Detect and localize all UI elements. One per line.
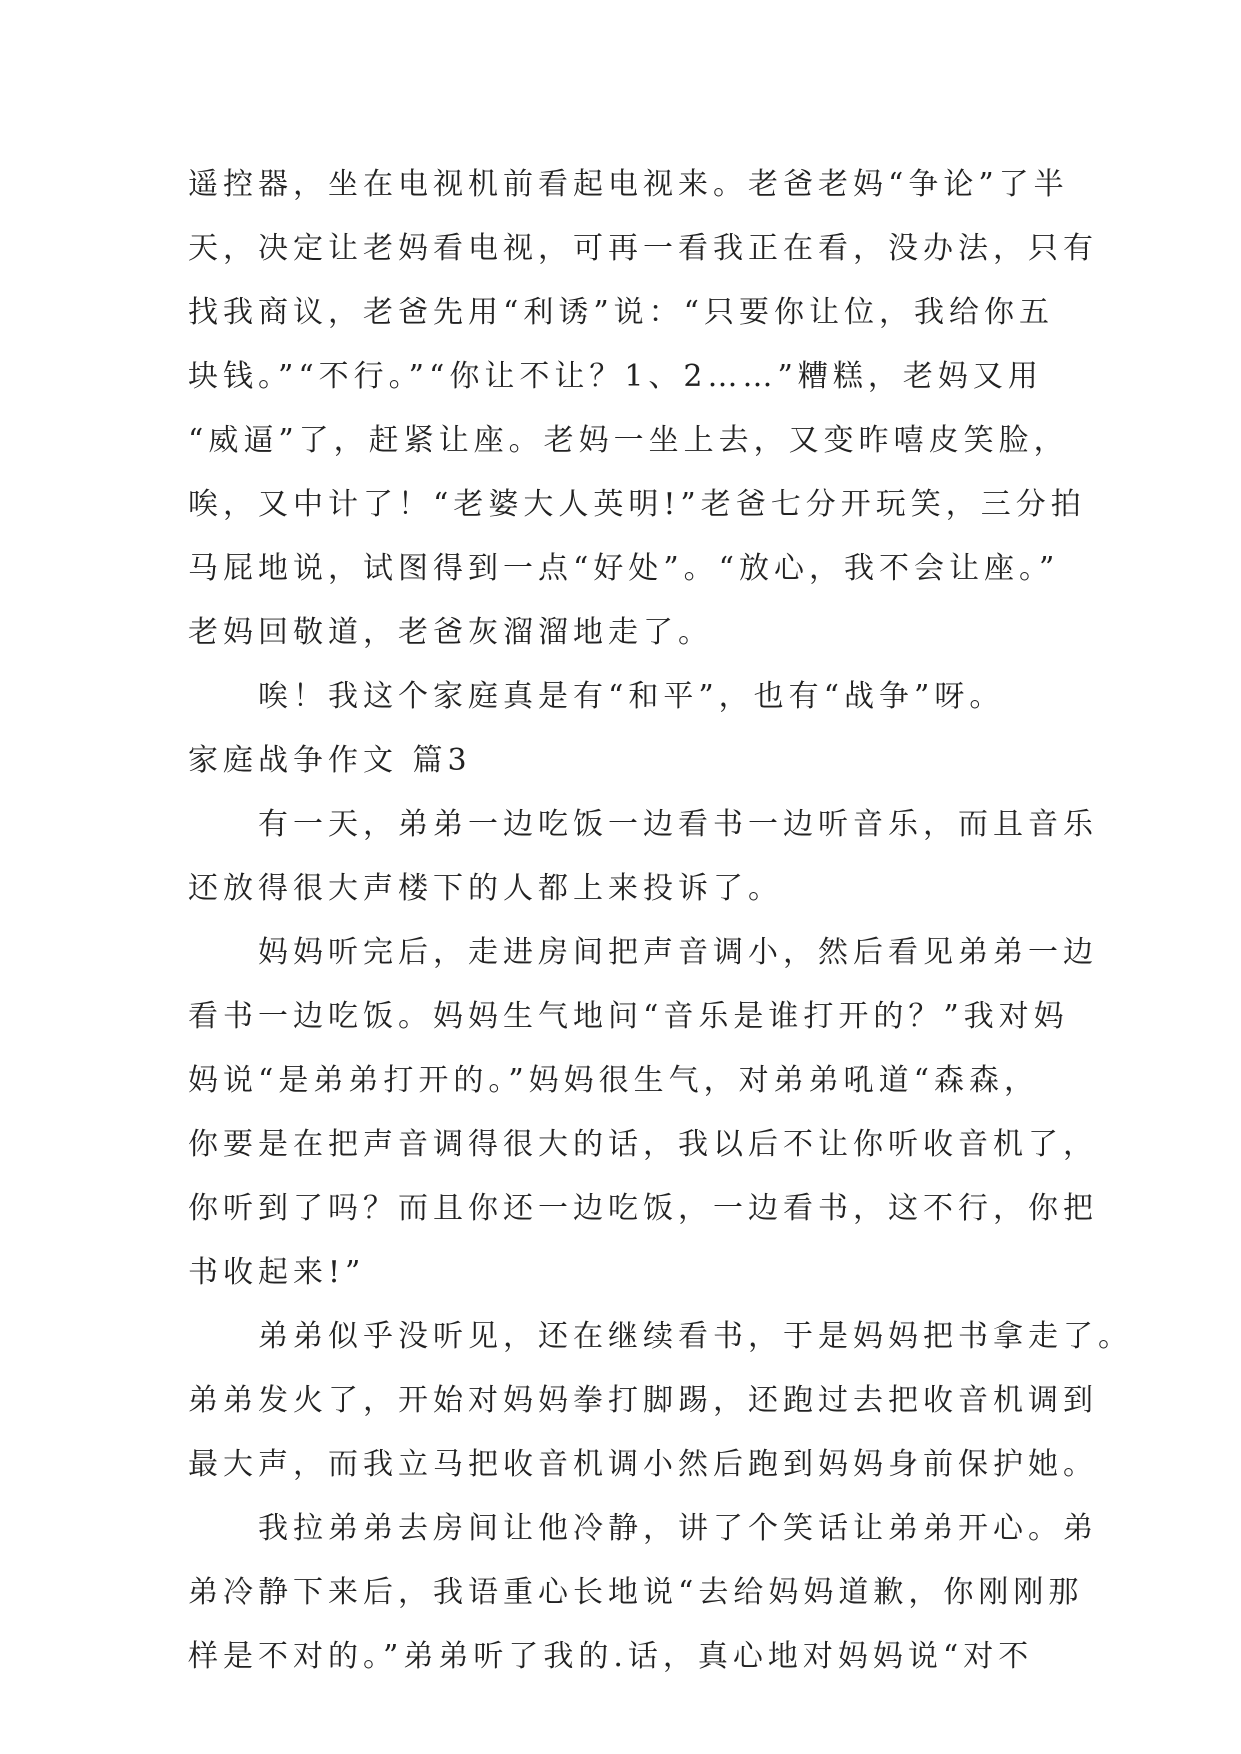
- text-line: 样是不对的。”弟弟听了我的.话，真心地对妈妈说“对不: [188, 1639, 1034, 1674]
- text-line: 看书一边吃饭。妈妈生气地问“音乐是谁打开的？”我对妈: [188, 999, 1069, 1034]
- paragraph: [188, 793, 1098, 921]
- text-line: 弟弟似乎没听见，还在继续看书，于是妈妈把书拿走了。: [258, 1319, 1133, 1354]
- section-heading: 家庭战争作文 篇3: [188, 743, 472, 778]
- text-line: 弟弟发火了，开始对妈妈拳打脚踢，还跑过去把收音机调到: [188, 1383, 1098, 1418]
- text-line: 妈妈听完后，走进房间把声音调小，然后看见弟弟一边: [258, 935, 1098, 970]
- text-line: 马屁地说，试图得到一点“好处”。“放心，我不会让座。”: [188, 551, 1060, 586]
- text-line: “威逼”了，赶紧让座。老妈一坐上去，又变昨嘻皮笑脸，: [188, 423, 1069, 458]
- text-line: 你听到了吗？而且你还一边吃饭，一边看书，这不行，你把: [188, 1191, 1098, 1226]
- paragraph: [188, 1497, 1098, 1689]
- text-line: 遥控器，坐在电视机前看起电视来。老爸老妈“争论”了半: [188, 167, 1069, 202]
- text-line: 唉，又中计了！“老婆大人英明!”老爸七分开玩笑，三分拍: [188, 487, 1086, 522]
- text-line: 最大声，而我立马把收音机调小然后跑到妈妈身前保护她。: [188, 1447, 1098, 1482]
- text-line: 我拉弟弟去房间让他冷静，讲了个笑话让弟弟开心。弟: [258, 1511, 1098, 1546]
- paragraph: [188, 1305, 1133, 1497]
- text-line: 还放得很大声楼下的人都上来投诉了。: [188, 871, 783, 906]
- text-line: 块钱。”“不行。”“你让不让？1、2……”糟糕，老妈又用: [188, 359, 1043, 394]
- text-line: 找我商议，老爸先用“利诱”说：“只要你让位，我给你五: [188, 295, 1055, 330]
- text-line: 书收起来!”: [188, 1255, 366, 1290]
- text-line: 妈说“是弟弟打开的。”妈妈很生气，对弟弟吼道“森森，: [188, 1063, 1040, 1098]
- text-line: 你要是在把声音调得很大的话，我以后不让你听收音机了，: [188, 1127, 1098, 1162]
- text-line: 老妈回敬道，老爸灰溜溜地走了。: [188, 615, 713, 650]
- text-line: 有一天，弟弟一边吃饭一边看书一边听音乐，而且音乐: [258, 807, 1098, 842]
- text-line: 弟冷静下来后，我语重心长地说“去给妈妈道歉，你刚刚那: [188, 1575, 1084, 1610]
- text-line: 天，决定让老妈看电视，可再一看我正在看，没办法，只有: [188, 231, 1098, 266]
- paragraph-continuation: [188, 153, 1098, 665]
- paragraph: [188, 921, 1098, 1305]
- paragraph-closing: [188, 665, 1071, 729]
- text-line: 唉！我这个家庭真是有“和平”，也有“战争”呀。: [258, 679, 1005, 714]
